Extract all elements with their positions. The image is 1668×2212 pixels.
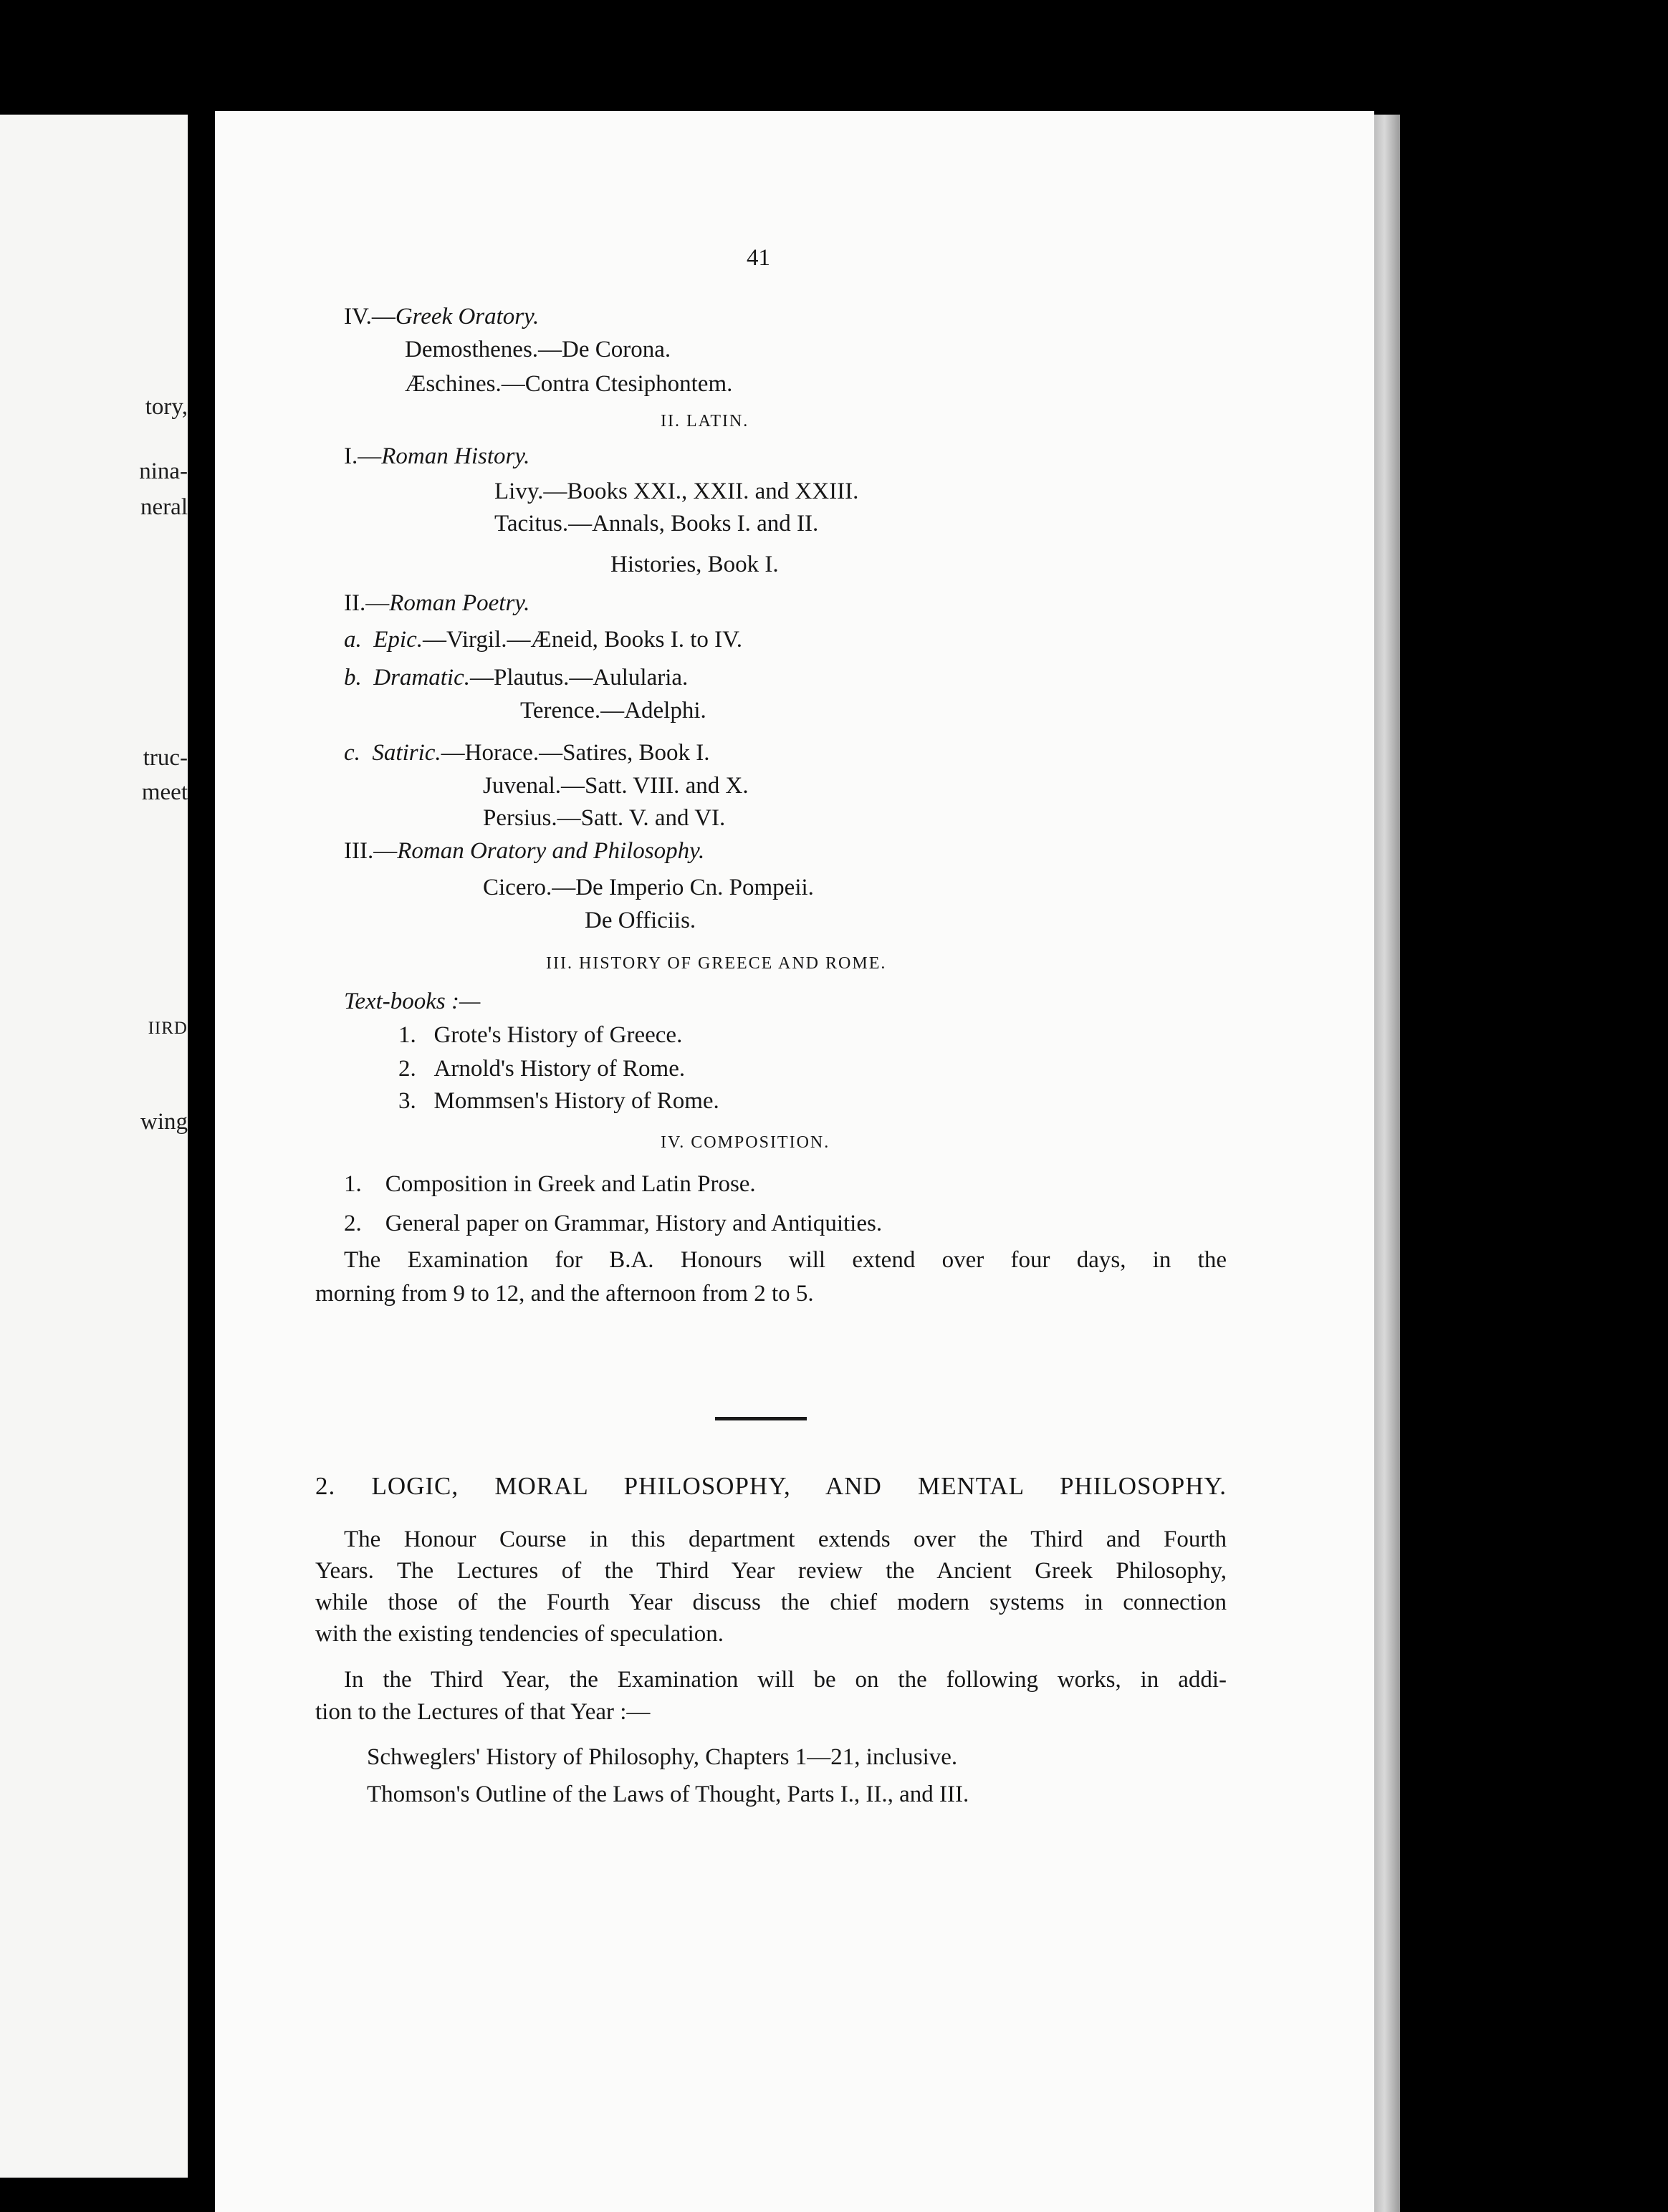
textbooks-label: Text-books :— [344,989,481,1014]
facing-page-fragment: IIRD [148,1019,188,1038]
paragraph-line: with the existing tendencies of speculation. [315,1621,724,1647]
paragraph-line: while those of the Fourth Year discuss the chief modern systems in connection [315,1590,1227,1615]
list-item: Persius.—Satt. V. and VI. [483,805,726,831]
paragraph-line: The Honour Course in this department extends over the Third and Fourth [344,1526,1227,1552]
list-item: Æschines.—Contra Ctesiphontem. [405,371,733,397]
paragraph-line: In the Third Year, the Examination will be on the following works, in addi- [344,1667,1227,1693]
list-item-satiric: c. Satiric.—Horace.—Satires, Book I. [344,740,710,766]
list-item: Thomson's Outline of the Laws of Thought, Parts I., II., and III. [367,1781,969,1807]
facing-page-fragment: tory, [145,394,188,420]
page-number: 41 [747,245,770,271]
facing-page-fragment: neral [140,494,188,520]
section-heading-roman-oratory: III.—Roman Oratory and Philosophy. [344,838,705,864]
facing-page-fragment: truc- [143,745,188,771]
list-item-dramatic: b. Dramatic.—Plautus.—Aulularia. [344,665,689,691]
list-item: De Officiis. [585,908,696,933]
section-title-composition: IV. COMPOSITION. [661,1133,830,1152]
section-heading-greek-oratory: IV.—Greek Oratory. [344,304,540,330]
facing-page-fragment: wing [140,1109,188,1135]
list-item: 1. Grote's History of Greece. [398,1022,683,1048]
paragraph-line: Years. The Lectures of the Third Year review the Ancient Greek Philosophy, [315,1558,1227,1584]
list-item: 3. Mommsen's History of Rome. [398,1088,719,1114]
paragraph-line: morning from 9 to 12, and the afternoon from 2 to 5. [315,1281,814,1307]
section-heading-roman-poetry: II.—Roman Poetry. [344,590,530,616]
list-item: Cicero.—De Imperio Cn. Pompeii. [483,875,814,900]
list-item-epic: a. Epic.—Virgil.—Æneid, Books I. to IV. [344,627,742,653]
page-edge [1374,115,1400,2212]
section-title-latin: II. LATIN. [661,412,749,431]
paragraph-line: The Examination for B.A. Honours will extend over four days, in the [344,1247,1227,1273]
list-item: Histories, Book I. [610,552,779,577]
list-item: 2. Arnold's History of Rome. [398,1056,686,1082]
list-item: Livy.—Books XXI., XXII. and XXIII. [494,479,859,504]
list-item: Schweglers' History of Philosophy, Chapters 1—21, inclusive. [367,1744,958,1770]
facing-page-fragment: nina- [139,458,188,484]
section-title-history: III. HISTORY OF GREECE AND ROME. [546,954,887,973]
paragraph-line: tion to the Lectures of that Year :— [315,1699,651,1725]
list-item: Terence.—Adelphi. [520,698,706,723]
list-item: 2. General paper on Grammar, History and Antiquities. [344,1211,883,1236]
section-heading-logic: 2. LOGIC, MORAL PHILOSOPHY, AND MENTAL PHILOSOPHY. [315,1472,1227,1500]
facing-page-fragment: meet [141,779,188,805]
list-item: 1. Composition in Greek and Latin Prose. [344,1171,756,1197]
list-item: Tacitus.—Annals, Books I. and II. [494,511,819,537]
section-divider [715,1417,807,1420]
list-item: Juvenal.—Satt. VIII. and X. [483,773,749,799]
document-page [215,111,1374,2212]
section-heading-roman-history: I.—Roman History. [344,443,530,469]
facing-page [0,115,188,2178]
list-item: Demosthenes.—De Corona. [405,337,671,362]
